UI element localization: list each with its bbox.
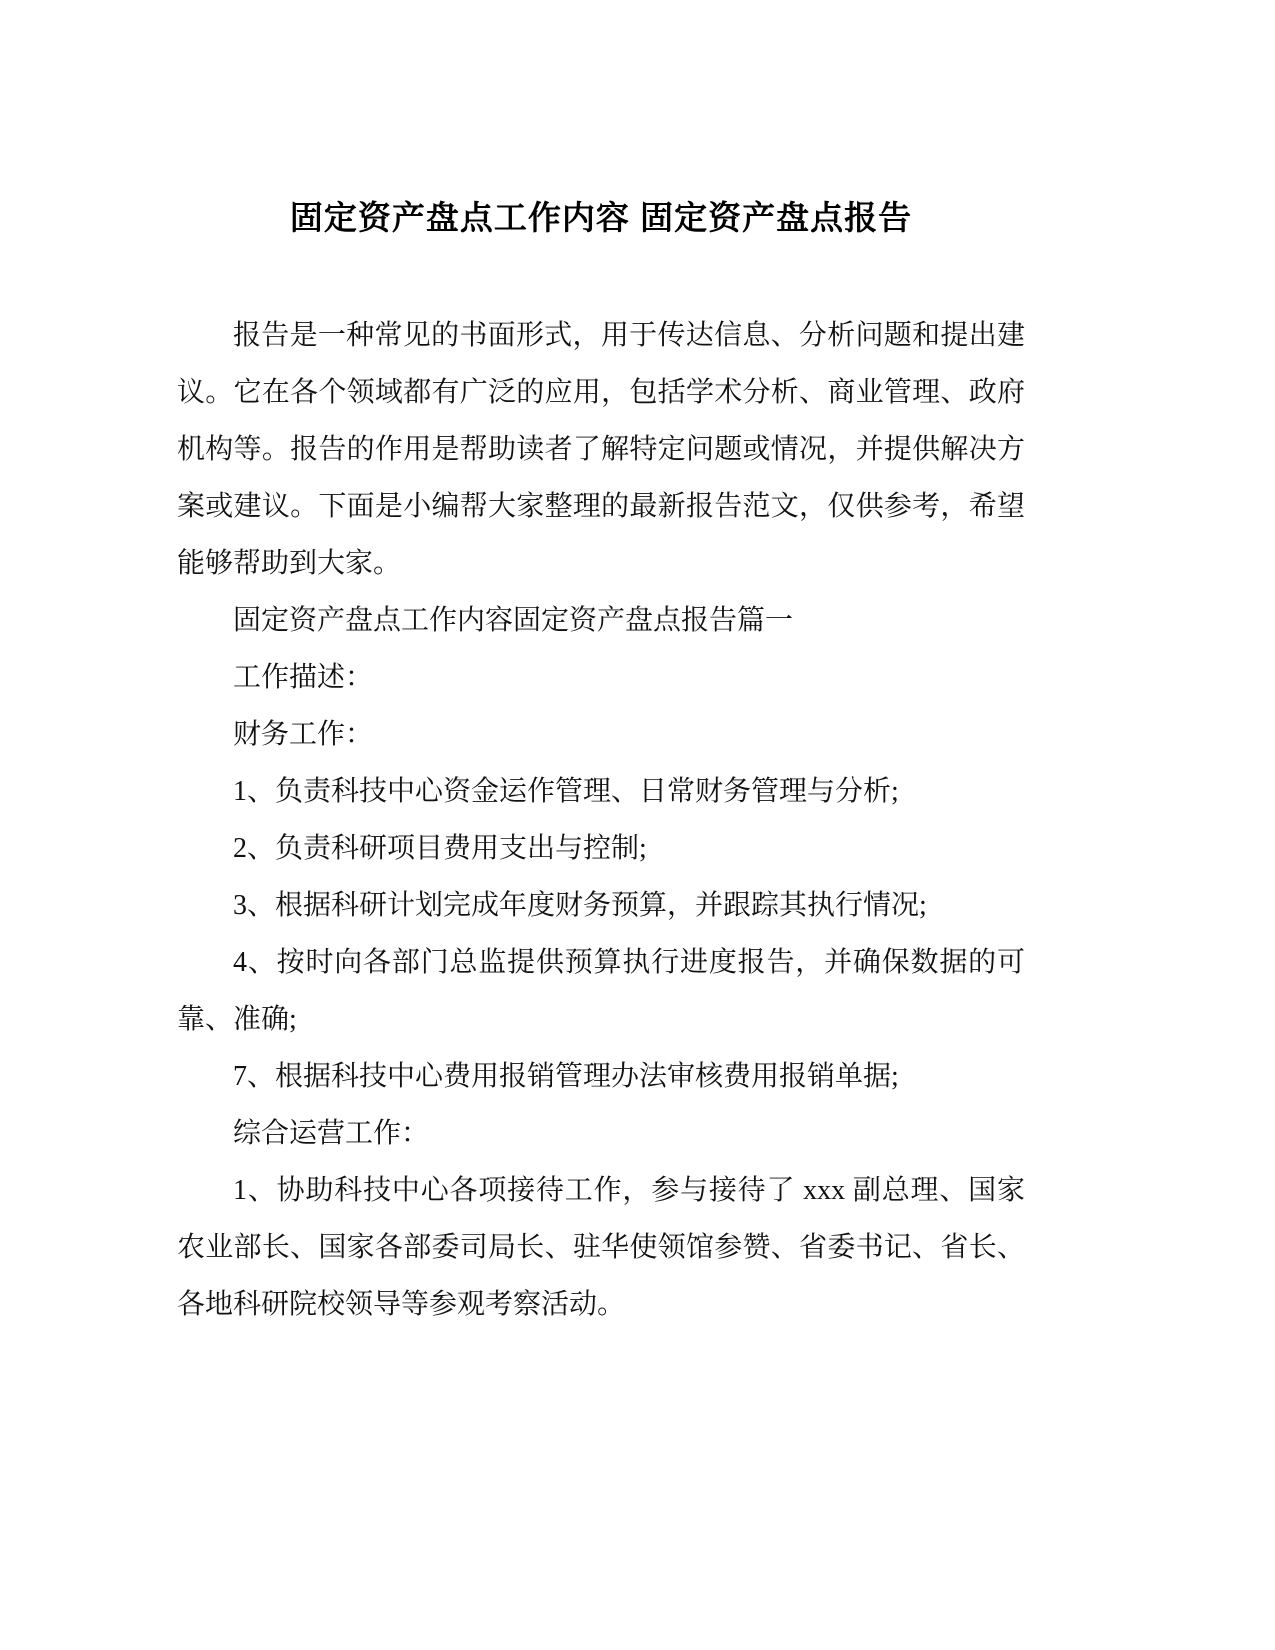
paragraph-intro: 报告是一种常见的书面形式，用于传达信息、分析问题和提出建议。它在各个领域都有广泛的应用，包括学术分析、商业管理、政府机构等。报告的作用是帮助读者了解特定问题或情况，并提供解决方案或建议。下面是小编帮大家整理的最新报告范文，仅供参考，希望能够帮助到大家。 — [177, 320, 1025, 579]
paragraph-list-item-7: 7、根据科技中心费用报销管理办法审核费用报销单据; — [233, 1061, 899, 1092]
paragraph-list-item-2: 2、负责科研项目费用支出与控制; — [233, 833, 647, 864]
paragraph-list-item-1: 1、负责科技中心资金运作管理、日常财务管理与分析; — [233, 776, 899, 807]
paragraph-operations-work-label: 综合运营工作： — [233, 1118, 430, 1149]
paragraph-finance-work-label: 财务工作： — [233, 719, 374, 750]
paragraph-list-item-4: 4、按时向各部门总监提供预算执行进度报告，并确保数据的可靠、准确; — [177, 947, 1025, 1035]
paragraph-section-heading: 固定资产盘点工作内容固定资产盘点报告篇一 — [233, 605, 794, 636]
paragraph-job-description-label: 工作描述： — [233, 662, 374, 693]
document-body — [177, 307, 1025, 1333]
paragraph-list-item-3: 3、根据科研计划完成年度财务预算，并跟踪其执行情况; — [233, 890, 927, 921]
paragraph-operations-item-1: 1、协助科技中心各项接待工作，参与接待了 xxx 副总理、国家农业部长、国家各部委司局长、驻华使领馆参赞、省委书记、省长、各地科研院校领导等参观考察活动。 — [177, 1175, 1025, 1320]
document-title: 固定资产盘点工作内容 固定资产盘点报告 — [289, 199, 913, 236]
